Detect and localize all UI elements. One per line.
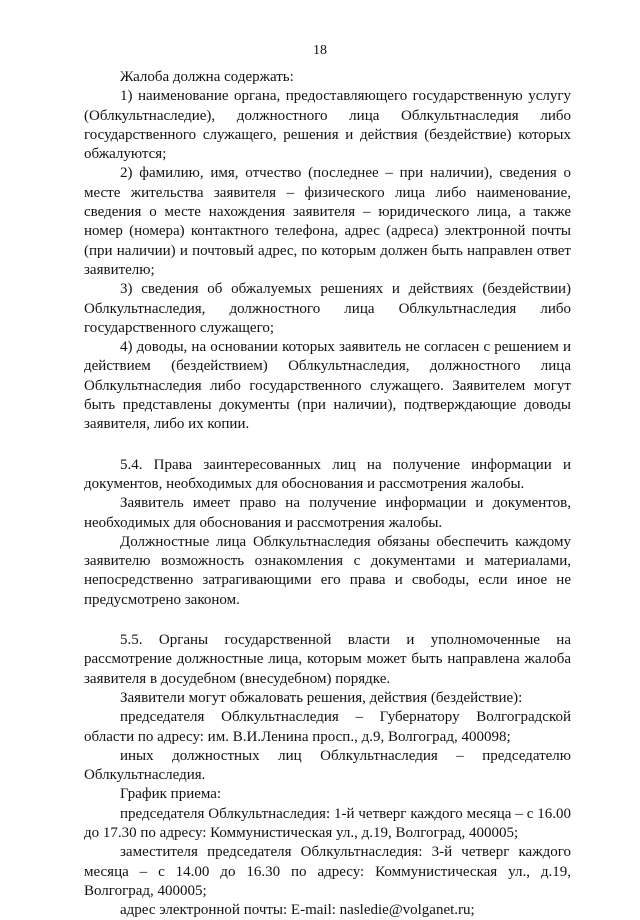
section-5-4-paragraph-1: Заявитель имеет право на получение информации и документов, необходимых для обоснования и рассмотрения жалобы.	[84, 495, 571, 531]
section-5-5-heading: 5.5. Органы государственной власти и уполномоченные на рассмотрение должностные лица, которым может быть направлена жалоба заявителя в досудебном (внесудебном) порядке.	[84, 632, 571, 687]
section-5-5-paragraph-4: График приема:	[120, 786, 222, 803]
document-body	[84, 68, 571, 920]
section-5-5-paragraph-6: заместителя председателя Облкультнаследия: 3-й четверг каждого месяца – с 14.00 до 16.30 по адресу: Коммунистическая ул., д.19, Волгоград, 400005;	[84, 844, 571, 899]
complaint-item-1: 1) наименование органа, предоставляющего государственную услугу (Облкультнаследие), должностного лица Облкультнаследия либо государственного служащего, решения и действия (бездействие) которых обжалуются;	[84, 88, 571, 163]
section-5-4-heading: 5.4. Права заинтересованных лиц на получение информации и документов, необходимых для обоснования и рассмотрения жалобы.	[84, 456, 571, 492]
section-5-5-paragraph-2: председателя Облкультнаследия – Губернатору Волгоградской области по адресу: им. В.И.Ленина просп., д.9, Волгоград, 400098;	[84, 709, 571, 745]
page-number: 18	[313, 43, 327, 58]
complaint-item-2: 2) фамилию, имя, отчество (последнее – при наличии), сведения о месте жительства заявителя – физического лица либо наименование, сведения о месте нахождения заявителя – юридического лица, а также номер (номера) контактного телефона, адрес (адреса) электронной почты (при наличии) и почтовый адрес, по которым должен быть направлен ответ заявителю;	[84, 165, 571, 278]
section-5-5-paragraph-3: иных должностных лиц Облкультнаследия – председателю Облкультнаследия.	[84, 747, 571, 784]
complaint-item-4: 4) доводы, на основании которых заявитель не согласен с решением и действием (бездействием) Облкультнаследия, должностного лица Облкультнаследия либо государственного служащего. Заявителем могут быть представлены документы (при наличии), подтверждающие доводы заявителя, либо их копии.	[84, 339, 571, 433]
section-5-4-paragraph-2: Должностные лица Облкультнаследия обязаны обеспечить каждому заявителю возможность ознакомления с документами и материалами, непосредственно затрагивающими его права и свободы, если иное не предусмотрено законом.	[84, 533, 571, 608]
section-5-5-paragraph-5: председателя Облкультнаследия: 1-й четверг каждого месяца – с 16.00 до 17.30 по адресу: Коммунистическая ул., д.19, Волгоград, 400005;	[84, 805, 571, 841]
section-5-5-email-paragraph: адрес электронной почты: E-mail: nasledie@volganet.ru;	[120, 902, 475, 919]
section-5-5-paragraph-1: Заявители могут обжаловать решения, действия (бездействие):	[120, 689, 523, 706]
complaint-intro: Жалоба должна содержать:	[120, 69, 294, 85]
complaint-item-3: 3) сведения об обжалуемых решениях и действиях (бездействии) Облкультнаследия, должностного лица Облкультнаследия либо государственного служащего;	[84, 281, 571, 336]
